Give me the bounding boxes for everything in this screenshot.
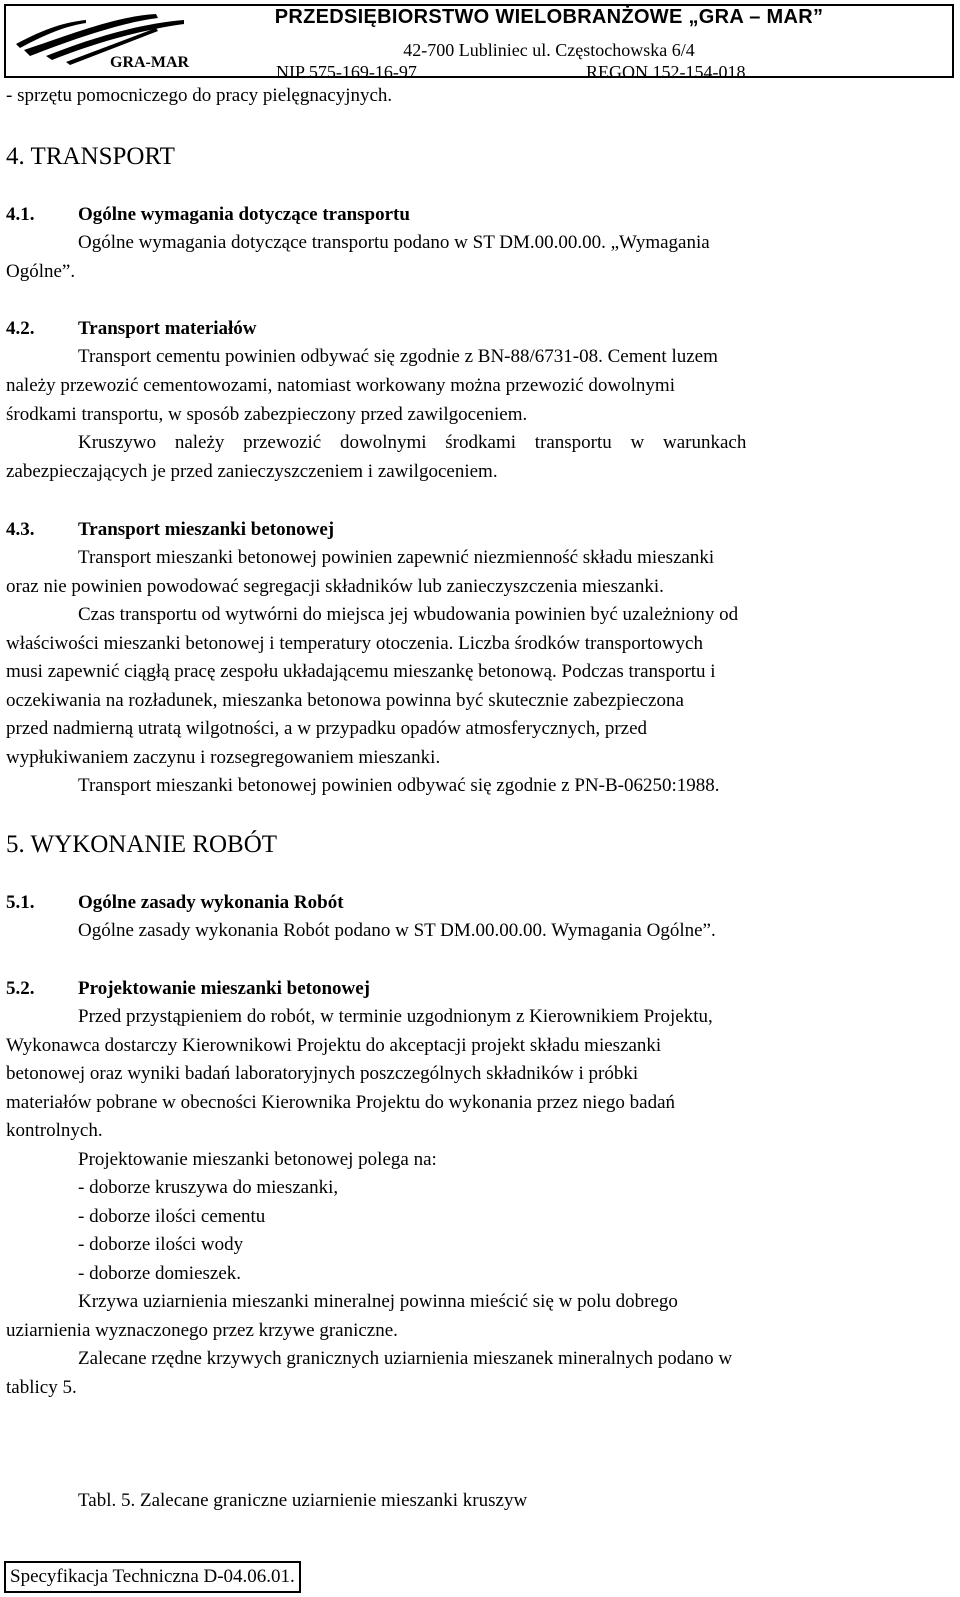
body-text-line: Krzywa uziarnienia mieszanki mineralnej powinna mieścić się w polu dobrego bbox=[78, 1291, 678, 1312]
subsection-title: Ogólne wymagania dotyczące transportu bbox=[78, 204, 410, 225]
body-text-line: kontrolnych. bbox=[6, 1120, 103, 1141]
company-regon: REGON 152-154-018 bbox=[586, 62, 746, 82]
list-item: - doborze ilości wody bbox=[78, 1234, 244, 1255]
body-text-line: - sprzętu pomocniczego do pracy pielęgnacyjnych. bbox=[6, 85, 393, 106]
list-item: - doborze ilości cementu bbox=[78, 1206, 266, 1227]
section-heading: 5. WYKONANIE ROBÓT bbox=[6, 831, 278, 858]
body-text-line: Projektowanie mieszanki betonowej polega na: bbox=[78, 1149, 437, 1170]
subsection-number: 5.2. bbox=[6, 978, 35, 999]
body-text-line: Transport mieszanki betonowej powinien odbywać się zgodnie z PN-B-06250:1988. bbox=[78, 775, 720, 796]
body-text-line: musi zapewnić ciągłą pracę zespołu układającemu mieszankę betonową. Podczas transportu i bbox=[6, 661, 716, 682]
body-text-line: Zalecane rzędne krzywych granicznych uziarnienia mieszanek mineralnych podano w bbox=[78, 1348, 733, 1369]
subsection-title: Ogólne zasady wykonania Robót bbox=[78, 892, 344, 913]
body-text-line: betonowej oraz wyniki badań laboratoryjnych poszczególnych składników i próbki bbox=[6, 1063, 639, 1084]
subsection-title: Projektowanie mieszanki betonowej bbox=[78, 978, 371, 999]
body-text-line: materiałów pobrane w obecności Kierownika Projektu do wykonania przez niego badań bbox=[6, 1092, 675, 1113]
body-text-line: Ogólne”. bbox=[6, 261, 76, 282]
body-text-line: środkami transportu, w sposób zabezpieczony przed zawilgoceniem. bbox=[6, 404, 528, 425]
subsection-title: Transport materiałów bbox=[78, 318, 257, 339]
body-text-line: Kruszywo należy przewozić dowolnymi środkami transportu w warunkach bbox=[78, 432, 747, 453]
body-text-line: należy przewozić cementowozami, natomiast workowany można przewozić dowolnymi bbox=[6, 375, 675, 396]
body-text-line: Transport cementu powinien odbywać się zgodnie z BN-88/6731-08. Cement luzem bbox=[78, 346, 718, 367]
document-footer: Specyfikacja Techniczna D-04.06.01. bbox=[4, 1561, 301, 1593]
subsection-number: 4.3. bbox=[6, 519, 35, 540]
subsection-title: Transport mieszanki betonowej bbox=[78, 519, 335, 540]
body-text-line: przed nadmierną utratą wilgotności, a w przypadku opadów atmosferycznych, przed bbox=[6, 718, 648, 739]
letterhead bbox=[4, 4, 954, 82]
body-text-line: oczekiwania na rozładunek, mieszanka betonowa powinna być skutecznie zabezpieczona bbox=[6, 690, 684, 711]
body-text-line: Ogólne wymagania dotyczące transportu podano w ST DM.00.00.00. „Wymagania bbox=[78, 232, 710, 253]
company-address: 42-700 Lubliniec ul. Częstochowska 6/4 bbox=[403, 40, 695, 60]
body-text-line: uziarnienia wyznaczonego przez krzywe graniczne. bbox=[6, 1320, 398, 1341]
body-text-line: tablicy 5. bbox=[6, 1377, 77, 1398]
company-name: PRZEDSIĘBIORSTWO WIELOBRANŻOWE „GRA – MAR” bbox=[274, 6, 824, 28]
list-item: - doborze domieszek. bbox=[78, 1263, 242, 1284]
logo-text: GRA-MAR bbox=[110, 54, 190, 71]
list-item: - doborze kruszywa do mieszanki, bbox=[78, 1177, 339, 1198]
subsection-number: 4.2. bbox=[6, 318, 35, 339]
company-logo bbox=[6, 6, 238, 76]
body-text-line: Wykonawca dostarczy Kierownikowi Projektu do akceptacji projekt składu mieszanki bbox=[6, 1035, 662, 1056]
body-text-line: właściwości mieszanki betonowej i temperatury otoczenia. Liczba środków transportowych bbox=[6, 633, 703, 654]
body-text-line bbox=[78, 233, 938, 252]
section-heading: 4. TRANSPORT bbox=[6, 143, 175, 170]
body-text-line: Czas transportu od wytwórni do miejsca jej wbudowania powinien być uzależniony od bbox=[78, 604, 739, 625]
body-text-line: zabezpieczających je przed zanieczyszczeniem i zawilgoceniem. bbox=[6, 461, 498, 482]
body-text-line: oraz nie powinien powodować segregacji składników lub zanieczyszczenia mieszanki. bbox=[6, 576, 664, 597]
subsection-number: 4.1. bbox=[6, 204, 35, 225]
company-nip: NIP 575-169-16-97 bbox=[276, 62, 417, 82]
body-text-line: Transport mieszanki betonowej powinien zapewnić niezmienność składu mieszanki bbox=[78, 547, 715, 568]
table-caption: Tabl. 5. Zalecane graniczne uziarnienie mieszanki kruszyw bbox=[78, 1490, 528, 1511]
body-text-line: Ogólne zasady wykonania Robót podano w ST DM.00.00.00. Wymagania Ogólne”. bbox=[78, 920, 716, 941]
body-text-line: Przed przystąpieniem do robót, w terminie uzgodnionym z Kierownikiem Projektu, bbox=[78, 1006, 713, 1027]
subsection-number: 5.1. bbox=[6, 892, 35, 913]
body-text-line: wypłukiwaniem zaczynu i rozsegregowaniem mieszanki. bbox=[6, 747, 441, 768]
